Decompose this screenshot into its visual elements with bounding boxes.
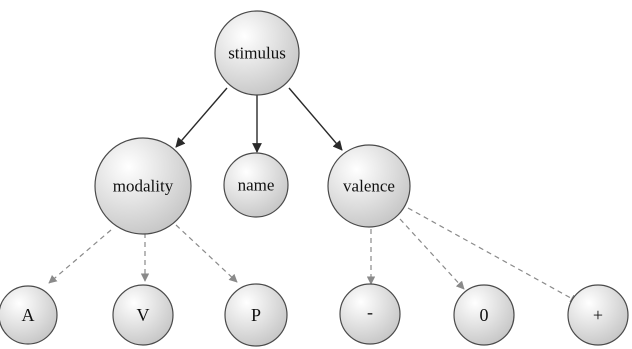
node-plus-label: + bbox=[592, 305, 604, 325]
node-a-label: A bbox=[21, 305, 35, 325]
node-stimulus-label: stimulus bbox=[228, 43, 286, 63]
node-zero bbox=[454, 285, 514, 345]
node-v-label: V bbox=[136, 305, 150, 325]
node-p-label: P bbox=[250, 305, 262, 325]
node-modality-label: modality bbox=[112, 176, 174, 196]
edge-stimulus-valence bbox=[289, 88, 342, 150]
node-a bbox=[0, 286, 57, 344]
node-zero-label: 0 bbox=[479, 305, 489, 325]
node-name-label: name bbox=[237, 175, 275, 195]
node-plus bbox=[568, 285, 628, 345]
node-name bbox=[224, 153, 288, 217]
node-v bbox=[113, 285, 173, 345]
edge-stimulus-modality bbox=[176, 88, 227, 147]
node-modality bbox=[95, 138, 191, 234]
node-p bbox=[225, 284, 287, 346]
node-stimulus bbox=[215, 11, 299, 95]
edge-valence-zero bbox=[400, 219, 464, 289]
node-valence-label: valence bbox=[343, 176, 395, 196]
node-valence bbox=[328, 145, 410, 227]
node-minus-label: - bbox=[367, 302, 373, 322]
edge-modality-a bbox=[49, 230, 111, 283]
edge-modality-p bbox=[176, 225, 237, 282]
node-minus bbox=[340, 284, 400, 344]
